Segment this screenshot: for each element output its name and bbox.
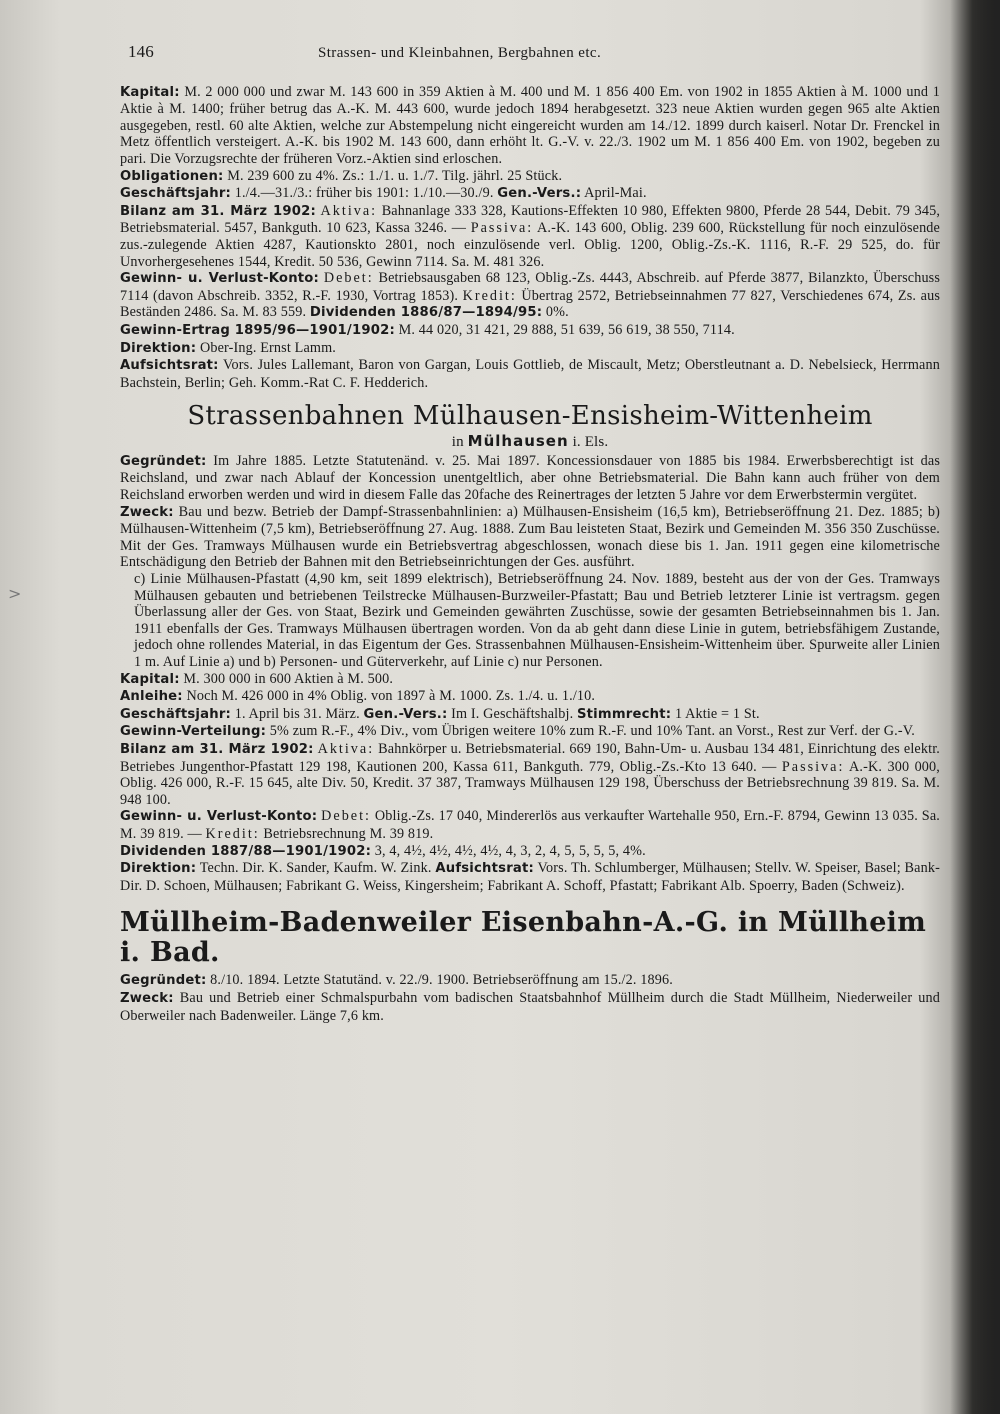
zweck3-entry xyxy=(120,990,940,1024)
aufsichtsrat2-label: Aufsichtsrat: xyxy=(435,861,534,877)
gen-vers-text: April-Mai. xyxy=(584,185,647,202)
kapital-text: M. 2 000 000 und zwar M. 143 600 in 359 Aktien à M. 400 und M. 1 856 400 Em. von 1902 in 1855 Aktien à M. 1000 und 1 Aktie à M. 1400; früher betrug das A.-K. M. 443 600, wurde jedoch 1894 herabgesetzt. 323 neue Aktien wurden gegen 965 alte Aktien ausgegeben, restl. 60 alte Aktien, welche zur Abstempelung nicht eingereicht wurden am 14./12. 1899 durch kaiserl. Notar Dr. Frenckel in Metz öffentlich versteigert. A.-K. bis 1902 M. 143 600, dann erhöht lt. G.-V. v. 22./3. 1902 um M. 1 856 400 Em. von 1902, begeben zu pari. Die Vorzugsrechte der früheren Vorz.-Aktien sind erloschen. xyxy=(120,83,940,167)
geschaeftsjahr2-entry xyxy=(120,706,940,724)
aufsichtsrat2-text: Vors. Th. Schlumberger, Mülhausen; Stellv. W. Speiser, Basel; Bank-Dir. D. Schoen, Mülhausen; Fabrikant G. Weiss, Kingersheim; Fabrikant A. Schoff, Pfastatt; Fabrikant Alb. Spoerry, Baden (Schweiz). xyxy=(120,860,940,894)
direktion-text: Ober-Ing. Ernst Lamm. xyxy=(199,339,336,356)
debet-text: Betriebsausgaben 68 123, Oblig.-Zs. 4443, Abschreib. auf Pferde 3877, Bilanzkto, Überschuss 7114 (davon Abschreib. 3352, R.-F. 1930, Vortrag 1853). xyxy=(120,270,941,304)
gegruendet3-label: Gegründet: xyxy=(120,973,207,989)
company-location xyxy=(120,433,940,451)
anleihe-label: Anleihe: xyxy=(120,689,183,705)
debet-label: Debet: xyxy=(323,270,374,287)
location-prefix: in xyxy=(451,434,464,451)
guv-entry xyxy=(120,270,940,322)
zweck-entry xyxy=(120,504,940,571)
obligationen-label: Obligationen: xyxy=(120,168,224,184)
gen-vers2-text: Im I. Geschäftshalbj. xyxy=(451,705,574,722)
kapital-entry xyxy=(120,84,940,168)
guv-label: Gewinn- u. Verlust-Konto: xyxy=(120,271,320,287)
aktiva2-text: Bahnkörper u. Betriebsmaterial. 669 190, Bahn-Um- u. Ausbau 134 481, Einrichtung des elektr. Betriebes Jungenthor-Pfastatt 129 198, Kautionen 200, Kassa 611, Bankguth. 779, Oblig.-Zs.-Kto 13 640. — xyxy=(120,740,940,775)
anleihe-entry xyxy=(120,688,940,706)
geschaeftsjahr2-label: Geschäftsjahr: xyxy=(120,706,231,722)
kapital-label: Kapital: xyxy=(120,84,180,100)
guv2-entry xyxy=(120,808,940,842)
location-suffix: i. Els. xyxy=(572,434,609,451)
company-title-muelhausen: Strassenbahnen Mülhausen-Ensisheim-Wittenheim xyxy=(187,401,873,432)
page-number: 146 xyxy=(128,42,154,61)
kredit2-text: Betriebsrechnung M. 39 819. xyxy=(263,825,434,842)
kredit-text: Übertrag 2572, Betriebseinnahmen 77 827, Verschiedenes 674, Zs. aus Beständen 2486. Sa. M. 83 559. xyxy=(120,287,941,321)
dividenden2-entry xyxy=(120,843,940,861)
geschaeftsjahr2-text: 1. April bis 31. März. xyxy=(234,705,360,722)
zweck-label: Zweck: xyxy=(120,504,174,520)
stimmrecht-label: Stimmrecht: xyxy=(576,706,672,722)
ertrag-label: Gewinn-Ertrag 1895/96—1901/1902: xyxy=(120,322,395,338)
kapital2-label: Kapital: xyxy=(120,671,180,687)
kredit2-label: Kredit: xyxy=(205,825,260,842)
gegruendet-label: Gegründet: xyxy=(120,453,207,469)
bilanz-entry xyxy=(120,203,940,270)
kredit-label: Kredit: xyxy=(462,287,517,304)
verteilung-entry xyxy=(120,723,940,741)
verteilung-text: 5% zum R.-F., 4% Div., vom Übrigen weitere 10% zum R.-F. und 10% Tant. an Vorst., Rest zur Verf. der G.-V. xyxy=(269,723,915,740)
direktion2-label: Direktion: xyxy=(120,861,197,877)
aktiva2-label: Aktiva: xyxy=(317,740,375,757)
ertrag-entry xyxy=(120,322,940,340)
gegruendet-entry xyxy=(120,453,940,504)
dividenden-text: 0%. xyxy=(545,304,569,321)
aufsichtsrat-label: Aufsichtsrat: xyxy=(120,358,219,374)
margin-mark: > xyxy=(8,584,22,603)
dividenden2-label: Dividenden 1887/88—1901/1902: xyxy=(120,843,372,859)
running-title: Strassen- und Kleinbahnen, Bergbahnen etc. xyxy=(318,45,602,61)
gen-vers-label: Gen.-Vers.: xyxy=(497,186,582,202)
guv2-label: Gewinn- u. Verlust-Konto: xyxy=(120,809,318,825)
running-head xyxy=(128,44,940,62)
ertrag-text: M. 44 020, 31 421, 29 888, 51 639, 56 619, 38 550, 7114. xyxy=(398,321,735,338)
obligationen-text: M. 239 600 zu 4%. Zs.: 1./1. u. 1./7. Tilg. jährl. 25 Stück. xyxy=(227,167,563,184)
aufsichtsrat-text: Vors. Jules Lallemant, Baron von Gargan, Louis Gottlieb, de Miscault, Metz; Oberstleutnant a. D. Nebelsieck, Herrmann Bachstein, Berlin; Geh. Komm.-Rat C. F. Hedderich. xyxy=(120,357,940,391)
geschaeftsjahr-entry xyxy=(120,185,940,203)
bilanz2-entry xyxy=(120,741,940,808)
obligationen-entry xyxy=(120,168,940,186)
aktiva-text: Bahnanlage 333 328, Kautions-Effekten 10 980, Effekten 9800, Pferde 28 544, Debit. 79 345, Betriebsmaterial. 5457, Bankguth. 10 623, Kassa 3246. — xyxy=(120,202,941,237)
gegruendet-text: Im Jahre 1885. Letzte Statutenänd. v. 25. Mai 1897. Koncessionsdauer von 1885 bis 1984. Erwerbsberechtigt ist das Reichsland, und zwar nach Ablauf der Koncession unentgeltlich, aber ohne Betriebsmaterial. Die Bahn kann auch früher von dem Reichsland erworben werden und wird in diesem Falle das 20fache des Reinertrages der letzten 5 Jahre vor dem Erwerbstermin vergütet. xyxy=(120,452,940,504)
kapital2-entry xyxy=(120,671,940,689)
verteilung-label: Gewinn-Verteilung: xyxy=(120,724,267,740)
aktiva-label: Aktiva: xyxy=(320,202,378,219)
gegruendet3-text: 8./10. 1894. Letzte Statutänd. v. 22./9. 1900. Betriebseröffnung am 15./2. 1896. xyxy=(210,972,673,989)
passiva2-label: Passiva: xyxy=(781,758,845,775)
aufsichtsrat-entry xyxy=(120,357,940,391)
gegruendet3-entry xyxy=(120,972,940,990)
direktion-entry xyxy=(120,340,940,358)
direktion2-text: Techn. Dir. K. Sander, Kaufm. W. Zink. xyxy=(199,860,432,877)
passiva-text: A.-K. 143 600, Oblig. 239 600, Rückstellung für noch einzulösende zus.-zulegende Aktien 4287, Kautionskto 2801, noch einzulösende verl. Oblig. 1200, Oblig.-Zs.-K. 1116, R.-F. 29 525, do. für Unvorhergesehenes 1544, Kredit. 50 536, Gewinn 7114. Sa. M. 481 326. xyxy=(120,220,941,270)
dividenden2-text: 3, 4, 4½, 4½, 4½, 4½, 4, 3, 2, 4, 5, 5, 5, 5, 4%. xyxy=(374,842,646,859)
direktion-label: Direktion: xyxy=(120,340,197,356)
kapital2-text: M. 300 000 in 600 Aktien à M. 500. xyxy=(183,670,394,687)
debet2-text: Oblig.-Zs. 17 040, Mindererlös aus verkaufter Wartehalle 950, Ern.-F. 8794, Gewinn 13 035. Sa. M. 39 819. — xyxy=(120,808,940,842)
location-city: Mülhausen xyxy=(467,432,569,451)
page-content xyxy=(120,44,940,1024)
direktion2-entry xyxy=(120,860,940,894)
geschaeftsjahr-label: Geschäftsjahr: xyxy=(120,186,231,202)
debet2-label: Debet: xyxy=(321,808,371,825)
dividenden-label: Dividenden 1886/87—1894/95: xyxy=(309,305,543,321)
passiva-label: Passiva: xyxy=(470,220,534,237)
binding-shadow xyxy=(950,0,1000,1414)
gen-vers2-label: Gen.-Vers.: xyxy=(363,706,448,722)
anleihe-text: Noch M. 426 000 in 4% Oblig. von 1897 à M. 1000. Zs. 1./4. u. 1./10. xyxy=(186,688,596,705)
bilanz-label: Bilanz am 31. März 1902: xyxy=(120,203,316,219)
passiva2-text: A.-K. 300 000, Oblig. 426 000, R.-F. 15 645, alte Div. 50, Kredit. 37 387, Tramways Mülhausen 129 198, Überschuss der Betriebsrechnung 39 819. Sa. M. 948 100. xyxy=(120,758,940,808)
stimmrecht-text: 1 Aktie = 1 St. xyxy=(674,705,760,722)
zweck3-label: Zweck: xyxy=(120,990,174,1006)
zweck-linie-c: c) Linie Mülhausen-Pfastatt (4,90 km, seit 1899 elektrisch), Betriebseröffnung 24. Nov. 1889, besteht aus der von der Ges. Tramways Mülhausen gebauten und betriebenen Teilstrecke Mülhausen-Burzweiler-Pfastatt; Bau und Betrieb letzterer Linie ist vertragsm. gegen Überlassung aller der Ges. von Staat, Bezirk und Gemeinden gewährten Zuschüsse, sowie der gesamten Betriebseinnahmen bis 1. Jan. 1911 ebenfalls der Ges. Tramways Mülhausen übertragen worden. Von da ab geht dann diese Linie in gutem, betriebsfähigem Zustande, jedoch ohne rollendes Material, in das Eigentum der Ges. Strassenbahnen Mülhausen-Ensisheim-Wittenheim über. Spurweite aller Linien 1 m. Auf Linie a) und b) Personen- und Güterverkehr, auf Linie c) nur Personen. xyxy=(134,571,940,670)
bilanz2-label: Bilanz am 31. März 1902: xyxy=(120,741,314,757)
company-title-muellheim: Müllheim-Badenweiler Eisenbahn-A.-G. in Müllheim i. Bad. xyxy=(120,907,927,969)
geschaeftsjahr-text: 1./4.—31./3.: früher bis 1901: 1./10.—30./9. xyxy=(234,185,494,202)
zweck-text: Bau und bezw. Betrieb der Dampf-Strassenbahnlinien: a) Mülhausen-Ensisheim (16,5 km), Betriebseröffnung 21. Dez. 1885; b) Mülhausen-Wittenheim (7,5 km), Betriebseröffnung 27. Aug. 1888. Zum Bau leisteten Staat, Bezirk und Gemeinden M. 356 350 Zuschüsse. Mit der Ges. Tramways Mülhausen wurde ein Betriebsvertrag abgeschlossen, wonach diese bis 1. Jan. 1911 gegen eine kilometrische Entschädigung den Betrieb der Bahnen mit den Betriebseinrichtungen der Ges. ausführt. xyxy=(120,503,940,571)
zweck3-text: Bau und Betrieb einer Schmalspurbahn vom badischen Staatsbahnhof Müllheim durch die Stadt Müllheim, Niederweiler und Oberweiler nach Badenweiler. Länge 7,6 km. xyxy=(120,989,940,1024)
